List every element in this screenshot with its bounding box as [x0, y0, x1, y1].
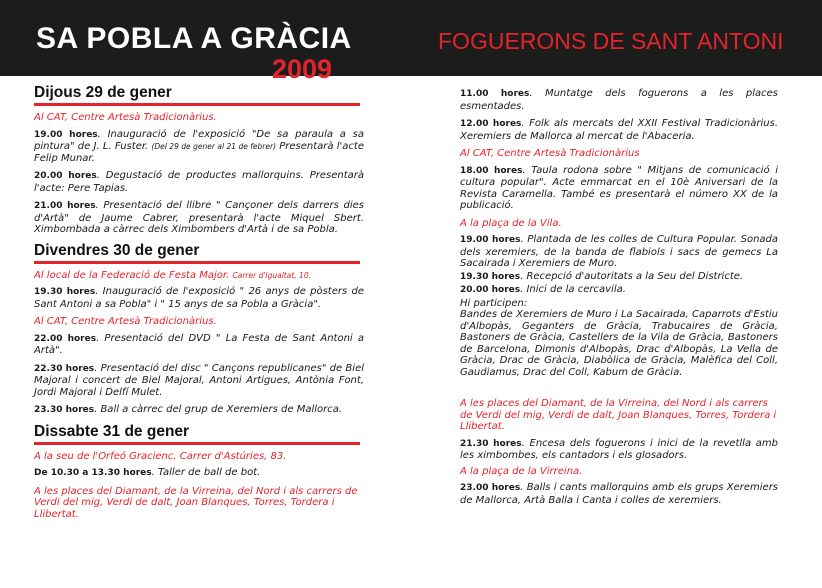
event-text: . Inauguració de l'exposició " 26 anys de pòsters de Sant Antoni a sa Pobla" i " 15 anys de sa Pobla a Gràcia". [34, 286, 364, 310]
event-time: 20.00 hores [460, 285, 521, 295]
event-item [34, 333, 364, 357]
event-text: . Presentació del llibre " Cançoner dels darrers dies d'Artà" de Jaume Cabrer, presentarà l'acte Miquel Sbert. Ximbombada a càrrec dels Ximbombers d'Artà i de sa Pobla. [34, 200, 364, 235]
day-rule [34, 103, 360, 106]
right-column [460, 88, 778, 512]
location-label: Al CAT, Centre Artesà Tradicionàrius. [34, 112, 217, 123]
event-text: . Muntatge dels foguerons a les places esmentades. [460, 88, 778, 112]
event-item [34, 286, 364, 310]
event-text: . Ball a càrrec del grup de Xeremiers de Mallorca. [94, 404, 343, 415]
event-time: 19.30 hores [34, 287, 96, 297]
page-subtitle: FOGUERONS DE SANT ANTONI [438, 28, 784, 54]
day-heading: Divendres 30 de gener [34, 241, 200, 259]
event-text: . Encesa dels foguerons i inici de la revetlla amb les ximbombes, els cantadors i els glosadors. [460, 437, 779, 461]
location-label: Al CAT, Centre Artesà Tradicionàrius. [34, 316, 217, 327]
day-heading: Dissabte 31 de gener [34, 422, 190, 440]
location-label: A la seu de l'Orfeó Gracienc. Carrer d'Astúries, 83. [34, 450, 287, 462]
location-label: A la plaça de la Vila. [460, 217, 562, 229]
day-rule [34, 442, 360, 445]
event-time: 18.00 hores [460, 165, 523, 176]
event-item [34, 129, 364, 165]
event-time: 21.00 hores [34, 201, 96, 211]
event-time: 22.00 hores [34, 333, 97, 344]
location-label: A la plaça de la Virreina. [460, 465, 583, 477]
location-text: Al local de la Federació de Festa Major. [34, 269, 230, 281]
location-label [34, 270, 364, 282]
event-time: 22.30 hores [34, 363, 95, 374]
event-item [460, 438, 778, 462]
event-time: 21.30 hores [460, 438, 522, 449]
spacer [460, 384, 778, 394]
event-item [34, 467, 364, 480]
event-item [460, 482, 778, 506]
event-time: 20.00 hores [34, 171, 97, 181]
location-address: Carrer d'Igualtat, 10. [232, 270, 311, 280]
event-item [460, 234, 778, 270]
left-column [34, 84, 364, 525]
day-rule [34, 261, 360, 264]
event-item [34, 404, 364, 417]
event-item [460, 118, 778, 142]
event-text: . Taula rodona sobre " Mitjans de comunicació i cultura popular". Acte emmarcat en el 10è Aniversari de la Revista Caramella. També es presentarà el número XX de la publicació. [460, 164, 779, 211]
event-time: 19.00 hores [460, 235, 521, 245]
event-item [34, 363, 364, 399]
page-title: SA POBLA A GRÀCIA [36, 22, 352, 55]
event-item [460, 284, 778, 297]
event-text: . Balls i cants mallorquins amb els grups Xeremiers de Mallorca, Artà Balla i Canta i colles de xeremiers. [460, 482, 779, 506]
event-text: . Folk als mercats del XXII Festival Tradicionàrius. Xeremiers de Mallorca al mercat de l'Abaceria. [460, 118, 779, 142]
location-label: A les places del Diamant, de la Virreina, del Nord i als carrers de Verdi del mig, Verdi de dalt, Joan Blanques, Torres, Tordera i Llibertat. [34, 485, 358, 520]
event-time: 19.30 hores [460, 271, 521, 282]
event-text: . Recepció d'autoritats a la Seu del Districte. [520, 270, 744, 282]
event-note: (Del 29 de gener al 21 de febrer) [151, 142, 277, 151]
participants-label: Hi participen: [460, 297, 528, 309]
event-text: . Plantada de les colles de Cultura Popular. Sonada dels xeremiers, de la banda de flabiols i sacs de gemecs La Sacairada i Xeremiers de Muro. [460, 234, 779, 269]
event-time: 19.00 hores [34, 129, 98, 140]
event-item [460, 88, 778, 112]
event-time: 12.00 hores [460, 119, 522, 129]
event-text: . Presentació del DVD " La Festa de Sant Antoni a Artà". [34, 332, 364, 356]
year-label: 2009 [272, 54, 333, 84]
event-item [34, 170, 364, 194]
event-time: 11.00 hores [460, 89, 530, 99]
event-time: 23.30 hores [34, 405, 95, 415]
participants-list: Bandes de Xeremiers de Muro i La Sacairada, Caparrots d'Estiu d'Albopàs, Geganters de Gràcia, Trabucaires de Gràcia, Bastoners de Gràcia, Castellers de la Vila de Gràcia, Bastoners de Barcelona, Dimonis d'Albopàs, Drac d'Albopàs, La Vella de Gràcia, Drac de Gràcia, Diabòlica de Gràcia, Malèfica del Coll, Gaudiamus, Drac del Coll, Kabum de Gràcia. [460, 309, 778, 378]
event-item [34, 200, 364, 236]
event-text: . Inici de la cercavila. [520, 284, 626, 295]
day-heading: Dijous 29 de gener [34, 84, 172, 101]
location-label: A les places del Diamant, de la Virreina, del Nord i als carrers de Verdi del mig, Verdi de dalt, Joan Blanques, Torres, Tordera i Llibertat. [460, 398, 777, 432]
event-item [460, 271, 778, 284]
event-text: . Degustació de productes mallorquins. Presentarà l'acte: Pere Tapias. [34, 170, 365, 194]
event-text: . Inauguració de l'exposició "De sa paraula a sa pintura" de J. L. Fuster. [34, 128, 364, 152]
event-item [460, 165, 778, 212]
event-time: De 10.30 a 13.30 hores [34, 468, 152, 478]
event-text: . Taller de ball de bot. [151, 467, 261, 478]
event-text: . Presentació del disc " Cançons republicanes" de Biel Majoral i concert de Biel Majoral, Antoni Artigues, Antònia Font, Jordi Majoral i Delfí Mulet. [34, 362, 365, 398]
location-label: Al CAT, Centre Artesà Tradicionàrius [460, 148, 640, 159]
event-time: 23.00 hores [460, 483, 521, 493]
event-text: Presentarà l'acte Felip Munar. [34, 141, 364, 164]
